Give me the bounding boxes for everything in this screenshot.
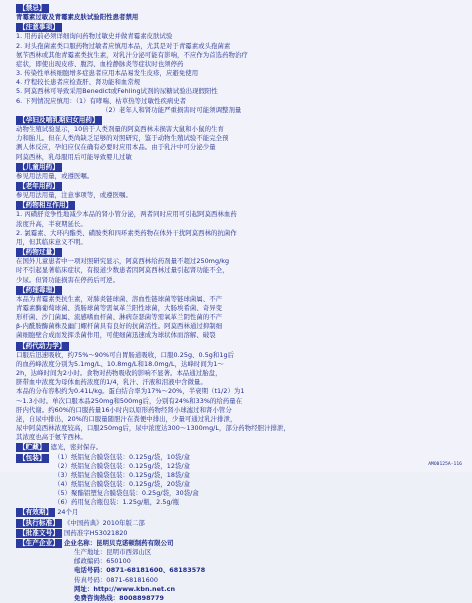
children-text: 参见用法用量，或遵医嘱。 — [16, 171, 94, 180]
precaution-line: （2）老年人和肾功能严重损害时可能须调整剂量 — [102, 105, 242, 114]
pregnancy-line: 动物生殖试验显示，10倍于人类剂量的阿莫西林未损害大鼠和小鼠的生育 — [16, 125, 224, 134]
pharmacokinetics-line: 本品的分布容积约为0.41L/kg。蛋白结合率为17%～20%，半衰期（t1/2）为1 — [16, 387, 245, 396]
precautions-heading: 【注意事项】 — [16, 23, 62, 32]
pharmacology-line: 形杆菌、沙门菌属、流感嗜血杆菌、淋病奈瑟菌等需氧革兰阴性菌的不产 — [16, 313, 223, 322]
pharmacokinetics-line: 泌，自尿中排出，20%的口服量随胆汁在粪便中排出，少量可通过乳汁排泄， — [16, 414, 237, 423]
contraindication-heading: 【禁忌】 — [16, 4, 49, 13]
precaution-line: 3. 传染性单核细胞增多症患者应用本品易发生皮疹，应避免使用 — [16, 69, 199, 78]
pharmacokinetics-heading: 【药代动力学】 — [16, 342, 69, 351]
precaution-line: 1. 用药前必须详细询问药物过敏史并做青霉素皮肤试验 — [16, 32, 173, 41]
packaging-row: （6）药用复合瓶包装：1.25g/瓶，2.5g/瓶 — [54, 498, 180, 507]
manufacturer-postcode: 邮政编码：650100 — [74, 557, 131, 566]
interaction-line: 1. 丙磺舒竞争性地减少本品的肾小管分泌，两者同时应用可引起阿莫西林血药 — [16, 210, 237, 219]
elderly-text: 参见用法用量，注意事项等，或遵医嘱。 — [16, 191, 132, 200]
pharmacokinetics-line: 2h，达峰时间为2小时。食物对药物吸收的影响不显著。本品通过胎盘， — [16, 369, 222, 378]
pharmacokinetics-line: 的血药峰浓度分别为5.1mg/L、10.8mg/L和18.0mg/L，达峰时间为1～ — [16, 359, 224, 368]
pregnancy-line: 力和胎儿。但在人类尚缺乏足够的对照研究，鉴于动物生殖试验不能完全预 — [16, 134, 229, 143]
manufacturer-heading: 【生产企业】 — [16, 539, 62, 548]
pharmacology-line: 青霉素酶葡萄球菌、粪肠球菌等需氧革兰阳性球菌，大肠埃希菌、奇异变 — [16, 304, 223, 312]
manufacturer-website: 网址：http://www.kbn.net.cn — [74, 584, 176, 593]
pharmacology-heading: 【药理毒理】 — [16, 286, 62, 295]
precaution-line: 氨苄西林或其他青霉素类抗生素，对乳汁分泌可能有影响，不应作为首选药物治疗 — [16, 50, 248, 59]
interactions-heading: 【药物相互作用】 — [16, 201, 75, 210]
pharmacokinetics-line: 脐带血中浓度为母体血药浓度的1/4，乳汁、汗液和泪液中含微量。 — [16, 378, 207, 387]
section-validity — [16, 507, 458, 517]
standard-heading: 【执行标准】 — [16, 519, 62, 528]
section-storage — [16, 442, 458, 452]
section-interactions — [16, 200, 458, 247]
packaging-heading: 【包装】 — [16, 454, 49, 463]
overdose-line: 少尿。但肾功能损害在停药后可逆。 — [16, 275, 120, 284]
section-manufacturer — [16, 538, 458, 603]
pharmacokinetics-line: 口服后迅速吸收，约75%～90%可自胃肠道吸收，口服0.25g、0.5g和1g后 — [16, 350, 235, 359]
packaging-row: （4）纸铝复合膜袋包装：0.125g/袋，20袋/盒 — [54, 479, 191, 488]
pharmacology-line: 菌细胞壁合成而发挥杀菌作用，可使细菌迅速成为球状体而溶解、破裂 — [16, 331, 216, 340]
pregnancy-line: 阿莫西林，乳母服用后可能导致婴儿过敏 — [16, 152, 132, 161]
pharmacokinetics-line: 尿中阿莫西林浓度较高，口服250mg后，尿中浓度达300～1300mg/L，部分药物经胆汁排泄， — [16, 424, 290, 433]
manufacturer-fax: 传真号码：0871-68181600 — [74, 575, 158, 584]
section-approval — [16, 528, 458, 538]
section-elderly — [16, 181, 458, 200]
precaution-line: 6. 下列情况应慎用：（1）有哮喘、枯草热等过敏性疾病史者 — [16, 96, 187, 105]
pharmacology-line: 本品为青霉素类抗生素，对肺炎链球菌、溶血性链球菌等链球菌属、不产 — [16, 294, 223, 303]
precaution-line: 5. 阿莫西林可导致采用Benedict或Fehling试剂的尿糖试验出现假阳性 — [16, 87, 218, 96]
pharmacokinetics-line: 肝内代谢。约60%的口服药量16小时内以原形药物经肾小球滤过和肾小管分 — [16, 405, 232, 414]
pharmacology-line: β-内酰胺酶菌株及幽门螺杆菌具有良好的抗菌活性。阿莫西林通过抑制细 — [16, 322, 223, 331]
packaging-row: （5）聚酯铝塑复合膜袋包装：0.25g/袋，30袋/盒 — [54, 489, 199, 498]
interaction-line: 2. 氯霉素、大环内酯类、磺胺类和四环素类药物在体外干扰阿莫西林的抗菌作 — [16, 228, 237, 237]
section-packaging — [16, 453, 458, 508]
pregnancy-line: 测人体反应，孕妇应仅在确有必要时应用本品。由于乳汁中可分泌少量 — [16, 143, 216, 152]
children-heading: 【儿童用药】 — [16, 163, 62, 172]
overdose-line: 在国外儿童患者中一项对照研究显示，阿莫西林给药剂量不超过250mg/kg — [16, 257, 230, 266]
contraindication-text: 青霉素过敏及青霉素皮肤试验阳性患者禁用 — [16, 13, 139, 22]
interaction-line: 浓度升高，半衰期延长。 — [16, 219, 87, 228]
pharmacokinetics-line: 其浓度也高于氨苄西林。 — [16, 433, 87, 442]
storage-heading: 【贮藏】 — [16, 443, 49, 452]
storage-text: 遮光，密封保存。 — [50, 443, 103, 452]
section-pregnancy — [16, 115, 458, 162]
overdose-heading: 【药物过量】 — [16, 248, 62, 257]
manufacturer-name: 企业名称：昆明贝克诺顿制药有限公司 — [63, 538, 174, 547]
manufacturer-hotline: 免费咨询热线：8008898779 — [74, 593, 165, 602]
packaging-row: （2）纸铝复合膜袋包装：0.125g/袋，12袋/盒 — [54, 461, 191, 470]
approval-heading: 【批准文号】 — [16, 529, 62, 538]
section-pharmacology — [16, 285, 458, 341]
overdose-line: 时不引起显著临床症状，有报道少数患者因阿莫西林过量引起肾功能不全， — [16, 266, 229, 275]
pharmacokinetics-line: ～1.3小时。单次口服本品250mg和500mg后，分别有24%和33%的给药量在 — [16, 396, 243, 405]
standard-value: 《中国药典》2010年版二部 — [63, 518, 145, 527]
packaging-row: （3）纸铝复合膜袋包装：0.125g/袋，18袋/盒 — [54, 470, 191, 479]
precaution-line: 2. 对头孢菌素类口服药物过敏者应慎用本品，尤其是对于青霉素或头孢菌素 — [16, 41, 231, 50]
approval-value: 国药准字H53021820 — [63, 528, 128, 537]
section-contraindication — [16, 3, 458, 22]
section-precautions — [16, 22, 458, 115]
pregnancy-heading: 【孕妇及哺乳期妇女用药】 — [16, 116, 102, 125]
packaging-row: （1）纸铝复合膜袋包装：0.125g/袋，10袋/盒 — [54, 452, 191, 461]
section-children — [16, 162, 458, 181]
section-pharmacokinetics — [16, 341, 458, 443]
manufacturer-address: 生产地址：昆明市西郊山区 — [74, 548, 152, 557]
section-standard — [16, 518, 458, 528]
validity-value: 24个月 — [57, 508, 79, 517]
section-overdose — [16, 247, 458, 285]
elderly-heading: 【老年用药】 — [16, 182, 62, 191]
manufacturer-phone: 电话号码：0871-68181600、68183578 — [74, 566, 206, 575]
precaution-line: 症状，即使出现皮疹、腹泻、血栓静脉炎等症状时也须停药 — [16, 59, 184, 68]
validity-heading: 【有效期】 — [16, 508, 55, 517]
precaution-line: 4. 疗程较长患者应检查肝、肾功能和血常规 — [16, 78, 141, 87]
document-code: AMO0125A-116 — [428, 462, 462, 468]
interaction-line: 用，但其临床意义不明。 — [16, 237, 87, 246]
